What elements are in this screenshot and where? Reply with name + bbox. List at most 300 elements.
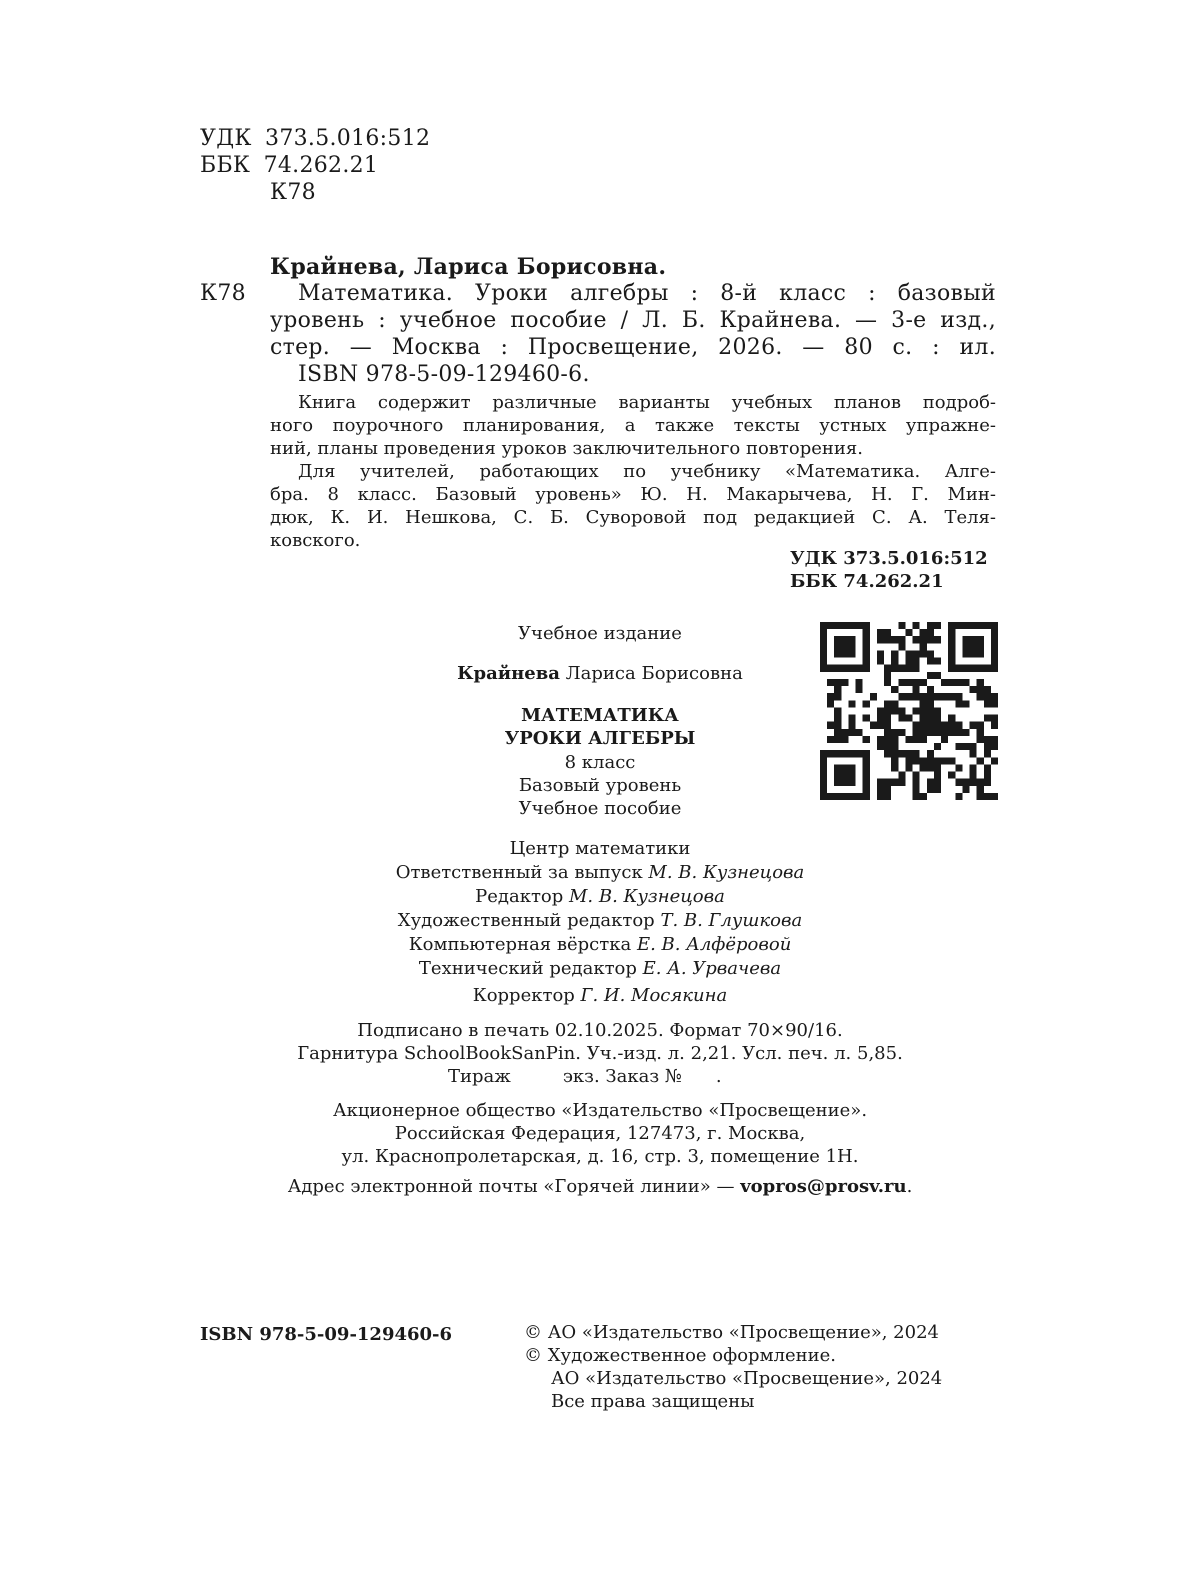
qr-module — [884, 722, 891, 729]
qr-module — [827, 679, 834, 686]
credit-name: Т. В. Глушкова — [660, 910, 803, 931]
copyright-line-4: Все права защищены — [551, 1391, 755, 1412]
qr-module — [984, 665, 991, 672]
qr-module — [913, 772, 920, 779]
imprint-kind: Учебное пособие — [518, 798, 682, 819]
qr-module — [934, 764, 941, 771]
qr-module — [934, 622, 941, 629]
qr-module — [948, 665, 955, 672]
qr-module — [863, 750, 870, 757]
qr-module — [898, 779, 905, 786]
qr-module — [898, 643, 905, 650]
qr-module — [955, 729, 962, 736]
qr-module — [984, 793, 991, 800]
imprint-author-name: Лариса Борисовна — [559, 663, 743, 684]
qr-module — [905, 665, 912, 672]
qr-module — [891, 764, 898, 771]
qr-module — [948, 622, 955, 629]
qr-module — [898, 715, 905, 722]
qr-module — [834, 779, 841, 786]
qr-module — [927, 729, 934, 736]
qr-module — [834, 650, 841, 657]
copyright-line-2: © Художественное оформление. — [524, 1345, 837, 1366]
qr-module — [913, 679, 920, 686]
qr-module — [991, 722, 998, 729]
qr-module — [934, 757, 941, 764]
qr-module — [877, 707, 884, 714]
edition-type: Учебное издание — [518, 623, 682, 644]
qr-module — [848, 750, 855, 757]
print-line-2: Гарнитура SchoolBookSanPin. Уч.-изд. л. 2,21. Усл. печ. л. 5,85. — [297, 1043, 903, 1064]
qr-module — [920, 650, 927, 657]
qr-module — [877, 658, 884, 665]
qr-module — [977, 636, 984, 643]
qr-module — [913, 686, 920, 693]
imprint-center: Центр математики — [509, 838, 691, 859]
qr-code — [820, 622, 998, 800]
audience-line-1: Для учителей, работающих по учебнику «Математика. Алге- — [298, 461, 996, 482]
qr-module — [905, 764, 912, 771]
qr-module — [898, 707, 905, 714]
record-isbn: ISBN 978-5-09-129460-6. — [298, 362, 590, 387]
qr-module — [884, 736, 891, 743]
qr-module — [905, 629, 912, 636]
qr-module — [991, 643, 998, 650]
qr-module — [962, 679, 969, 686]
qr-module — [913, 757, 920, 764]
qr-module — [884, 793, 891, 800]
qr-module — [891, 665, 898, 672]
publisher-line-1: Акционерное общество «Издательство «Просвещение». — [332, 1100, 868, 1121]
order-label: экз. Заказ № — [562, 1066, 682, 1087]
qr-module — [977, 679, 984, 686]
qr-module — [913, 786, 920, 793]
qr-module — [863, 757, 870, 764]
qr-module — [948, 693, 955, 700]
qr-module — [927, 715, 934, 722]
qr-module — [920, 636, 927, 643]
qr-module — [913, 793, 920, 800]
qr-module — [920, 643, 927, 650]
qr-module — [834, 707, 841, 714]
qr-module — [863, 786, 870, 793]
footer-isbn: ISBN 978-5-09-129460-6 — [200, 1324, 453, 1345]
qr-module — [970, 764, 977, 771]
qr-module — [827, 750, 834, 757]
qr-module — [962, 779, 969, 786]
qr-module — [913, 650, 920, 657]
qr-module — [977, 722, 984, 729]
qr-module — [848, 650, 855, 657]
qr-module — [962, 643, 969, 650]
qr-module — [927, 786, 934, 793]
qr-module — [934, 786, 941, 793]
qr-module — [863, 643, 870, 650]
qr-module — [927, 658, 934, 665]
qr-module — [934, 707, 941, 714]
qr-module — [841, 643, 848, 650]
qr-module — [948, 679, 955, 686]
qr-module — [834, 643, 841, 650]
qr-module — [834, 736, 841, 743]
qr-module — [962, 636, 969, 643]
qr-module — [848, 772, 855, 779]
qr-module — [877, 736, 884, 743]
copyright-line-3: АО «Издательство «Просвещение», 2024 — [551, 1368, 943, 1389]
qr-module — [977, 650, 984, 657]
qr-module — [920, 629, 927, 636]
qr-module — [970, 665, 977, 672]
bbk-code: 74.262.21 — [263, 153, 379, 178]
record-line-3: стер. — Москва : Просвещение, 2026. — 80 с. : ил. — [270, 335, 996, 360]
qr-module — [820, 779, 827, 786]
qr-module — [955, 764, 962, 771]
qr-module — [884, 729, 891, 736]
qr-module — [970, 650, 977, 657]
qr-module — [877, 629, 884, 636]
credit-name: М. В. Кузнецова — [648, 862, 805, 883]
audience-line-2: бра. 8 класс. Базовый уровень» Ю. Н. Макарычева, Н. Г. Мин- — [270, 484, 996, 505]
qr-module — [962, 700, 969, 707]
record-mark: К78 — [200, 281, 246, 306]
qr-module — [834, 686, 841, 693]
qr-module — [848, 665, 855, 672]
qr-module — [856, 679, 863, 686]
qr-module — [962, 622, 969, 629]
qr-module — [891, 707, 898, 714]
qr-module — [927, 693, 934, 700]
qr-module — [955, 700, 962, 707]
qr-module — [977, 643, 984, 650]
qr-module — [948, 715, 955, 722]
qr-module — [863, 715, 870, 722]
qr-module — [820, 793, 827, 800]
qr-module — [820, 757, 827, 764]
qr-module — [820, 629, 827, 636]
qr-module — [834, 715, 841, 722]
qr-module — [848, 700, 855, 707]
qr-module — [827, 793, 834, 800]
qr-module — [827, 700, 834, 707]
qr-module — [970, 686, 977, 693]
copyright-line-1: © АО «Издательство «Просвещение», 2024 — [524, 1322, 939, 1343]
qr-module — [977, 693, 984, 700]
qr-module — [898, 693, 905, 700]
qr-module — [863, 650, 870, 657]
qr-module — [820, 658, 827, 665]
qr-module — [848, 779, 855, 786]
qr-module — [934, 772, 941, 779]
qr-module — [841, 679, 848, 686]
credit-line — [300, 958, 900, 979]
qr-module — [962, 729, 969, 736]
imprint-title-2: УРОКИ АЛГЕБРЫ — [504, 728, 696, 749]
qr-module — [877, 743, 884, 750]
qr-module — [820, 622, 827, 629]
qr-module — [962, 650, 969, 657]
qr-module — [856, 622, 863, 629]
qr-module — [884, 665, 891, 672]
qr-module — [827, 722, 834, 729]
qr-module — [877, 636, 884, 643]
credit-line — [300, 985, 900, 1006]
udk-line — [200, 126, 430, 151]
qr-module — [863, 793, 870, 800]
qr-module — [848, 729, 855, 736]
qr-module — [977, 686, 984, 693]
credit-role: Корректор — [472, 985, 581, 1006]
qr-module — [898, 665, 905, 672]
credit-name: Е. А. Урвачева — [642, 958, 782, 979]
imprint-title-1: МАТЕМАТИКА — [521, 705, 679, 726]
qr-module — [856, 729, 863, 736]
qr-module — [948, 757, 955, 764]
qr-module — [820, 764, 827, 771]
credit-line — [300, 886, 900, 907]
qr-module — [934, 658, 941, 665]
credit-role: Технический редактор — [418, 958, 643, 979]
qr-module — [948, 722, 955, 729]
email-end: . — [906, 1176, 913, 1197]
qr-module — [848, 643, 855, 650]
qr-module — [863, 622, 870, 629]
qr-module — [913, 779, 920, 786]
qr-module — [955, 622, 962, 629]
audience-line-4: ковского. — [270, 530, 361, 551]
qr-module — [898, 750, 905, 757]
qr-module — [991, 736, 998, 743]
qr-module — [941, 693, 948, 700]
qr-module — [884, 679, 891, 686]
qr-module — [834, 636, 841, 643]
qr-module — [898, 679, 905, 686]
qr-module — [970, 643, 977, 650]
qr-module — [984, 715, 991, 722]
qr-module — [948, 643, 955, 650]
qr-module — [891, 686, 898, 693]
qr-module — [970, 636, 977, 643]
qr-module — [977, 786, 984, 793]
qr-module — [877, 793, 884, 800]
qr-module — [841, 750, 848, 757]
qr-module — [905, 693, 912, 700]
print-run-label: Тираж — [448, 1066, 511, 1087]
record-line-1: Математика. Уроки алгебры : 8-й класс : базовый — [298, 281, 996, 306]
qr-module — [841, 779, 848, 786]
qr-module — [820, 665, 827, 672]
qr-module — [877, 650, 884, 657]
credit-role: Художественный редактор — [397, 910, 661, 931]
qr-module — [870, 693, 877, 700]
qr-module — [863, 779, 870, 786]
qr-module — [827, 622, 834, 629]
qr-module — [820, 750, 827, 757]
qr-module — [984, 743, 991, 750]
qr-module — [905, 750, 912, 757]
qr-module — [856, 686, 863, 693]
qr-module — [891, 757, 898, 764]
qr-module — [991, 700, 998, 707]
print-line-1: Подписано в печать 02.10.2025. Формат 70×90/16. — [357, 1020, 843, 1041]
qr-module — [877, 779, 884, 786]
qr-module — [955, 665, 962, 672]
qr-module — [977, 793, 984, 800]
imprint-level: Базовый уровень — [518, 775, 682, 796]
qr-module — [920, 715, 927, 722]
qr-module — [913, 722, 920, 729]
qr-module — [970, 779, 977, 786]
qr-module — [991, 650, 998, 657]
qr-module — [934, 693, 941, 700]
qr-module — [927, 722, 934, 729]
credit-line — [300, 934, 900, 955]
qr-module — [884, 629, 891, 636]
credit-role: Ответственный за выпуск — [395, 862, 649, 883]
qr-module — [834, 764, 841, 771]
qr-module — [913, 707, 920, 714]
qr-module — [984, 772, 991, 779]
qr-module — [927, 750, 934, 757]
qr-module — [991, 629, 998, 636]
qr-module — [848, 622, 855, 629]
qr-module — [856, 793, 863, 800]
qr-module — [841, 650, 848, 657]
qr-module — [841, 772, 848, 779]
credit-line — [300, 910, 900, 931]
qr-module — [955, 722, 962, 729]
qr-module — [977, 622, 984, 629]
qr-module — [848, 636, 855, 643]
qr-module — [934, 743, 941, 750]
qr-module — [991, 658, 998, 665]
annotation-line-3: ний, планы проведения уроков заключительного повторения. — [270, 438, 863, 459]
qr-module — [927, 686, 934, 693]
qr-module — [891, 650, 898, 657]
qr-module — [827, 736, 834, 743]
qr-module — [870, 722, 877, 729]
qr-module — [920, 679, 927, 686]
email-address[interactable]: vopros@prosv.ru — [740, 1176, 907, 1197]
qr-module — [863, 629, 870, 636]
qr-module — [920, 729, 927, 736]
annotation-bbk: ББК 74.262.21 — [790, 571, 944, 592]
email-label: Адрес электронной почты «Горячей линии» — — [287, 1176, 741, 1197]
qr-module — [891, 658, 898, 665]
order-end: . — [715, 1066, 722, 1087]
qr-module — [877, 715, 884, 722]
qr-module — [891, 636, 898, 643]
qr-module — [970, 622, 977, 629]
qr-module — [927, 764, 934, 771]
qr-module — [927, 779, 934, 786]
qr-module — [863, 736, 870, 743]
qr-module — [991, 793, 998, 800]
qr-module — [984, 736, 991, 743]
qr-module — [834, 750, 841, 757]
qr-module — [820, 643, 827, 650]
qr-module — [991, 757, 998, 764]
qr-module — [948, 658, 955, 665]
credit-name: М. В. Кузнецова — [569, 886, 725, 907]
qr-module — [984, 622, 991, 629]
qr-module — [977, 757, 984, 764]
qr-module — [934, 672, 941, 679]
qr-module — [977, 736, 984, 743]
qr-module — [863, 764, 870, 771]
qr-module — [834, 772, 841, 779]
credit-role: Компьютерная вёрстка — [408, 934, 637, 955]
qr-module — [962, 665, 969, 672]
qr-module — [927, 672, 934, 679]
qr-module — [941, 757, 948, 764]
imprint-grade: 8 класс — [564, 752, 636, 773]
qr-module — [834, 729, 841, 736]
qr-module — [913, 636, 920, 643]
qr-module — [841, 764, 848, 771]
udk-code: 373.5.016:512 — [265, 126, 431, 151]
record-line-2: уровень : учебное пособие / Л. Б. Крайнева. — 3-е изд., — [270, 308, 996, 333]
qr-module — [863, 700, 870, 707]
qr-module — [970, 722, 977, 729]
qr-module — [970, 743, 977, 750]
qr-module — [927, 636, 934, 643]
qr-module — [920, 736, 927, 743]
qr-module — [927, 622, 934, 629]
qr-module — [827, 665, 834, 672]
credit-name: Е. В. Алфёровой — [636, 934, 792, 955]
qr-module — [934, 636, 941, 643]
annotation-line-1: Книга содержит различные варианты учебных планов подроб- — [298, 392, 996, 413]
qr-module — [955, 679, 962, 686]
qr-module — [863, 636, 870, 643]
qr-module — [955, 779, 962, 786]
imprint-author-surname: Крайнева — [457, 663, 560, 684]
qr-module — [905, 757, 912, 764]
qr-module — [948, 636, 955, 643]
qr-module — [884, 786, 891, 793]
qr-module — [934, 715, 941, 722]
qr-module — [884, 743, 891, 750]
qr-module — [920, 764, 927, 771]
qr-module — [863, 772, 870, 779]
qr-module — [991, 665, 998, 672]
bbk-label: ББК — [200, 153, 251, 178]
qr-module — [984, 686, 991, 693]
qr-module — [891, 736, 898, 743]
qr-module — [848, 715, 855, 722]
qr-module — [991, 636, 998, 643]
qr-module — [856, 665, 863, 672]
qr-module — [927, 650, 934, 657]
qr-module — [848, 764, 855, 771]
qr-module — [820, 786, 827, 793]
qr-module — [841, 636, 848, 643]
qr-module — [977, 779, 984, 786]
qr-module — [927, 757, 934, 764]
author-heading: Крайнева, Лариса Борисовна. — [270, 254, 667, 280]
qr-module — [984, 700, 991, 707]
qr-module — [905, 658, 912, 665]
qr-module — [905, 650, 912, 657]
qr-module — [955, 743, 962, 750]
annotation-line-2: ного поурочного планирования, а также тексты устных упражне- — [270, 415, 996, 436]
qr-module — [884, 700, 891, 707]
qr-module — [948, 729, 955, 736]
qr-module — [962, 786, 969, 793]
bbk-line — [200, 153, 378, 178]
qr-module — [841, 736, 848, 743]
qr-module — [841, 622, 848, 629]
